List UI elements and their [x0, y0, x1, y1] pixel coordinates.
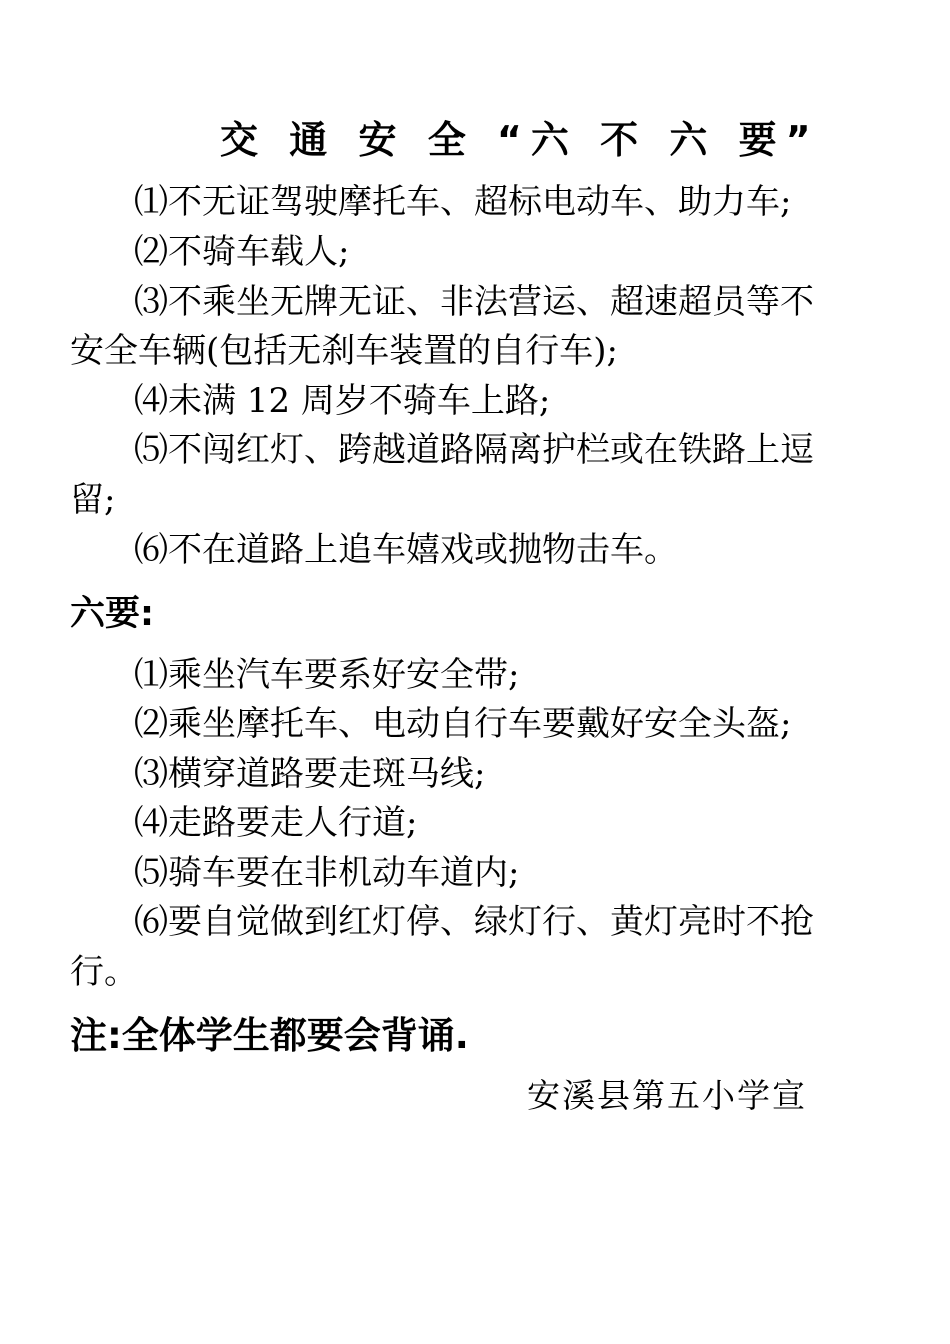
six-no-item-2: ⑵不骑车载人;	[134, 232, 350, 272]
six-must-item-6-continued: 行。	[70, 952, 138, 992]
six-must-item-5: ⑸骑车要在非机动车道内;	[134, 853, 520, 893]
six-must-item-3: ⑶横穿道路要走斑马线;	[134, 754, 486, 794]
six-must-item-6: ⑹要自觉做到红灯停、绿灯行、黄灯亮时不抢	[134, 902, 814, 942]
document-title: 交 通 安 全 “六 不 六 要”	[220, 118, 820, 162]
six-no-item-6: ⑹不在道路上追车嬉戏或抛物击车。	[134, 530, 678, 570]
memorize-note: 注:全体学生都要会背诵.	[70, 1014, 469, 1057]
six-must-item-2: ⑵乘坐摩托车、电动自行车要戴好安全头盔;	[134, 704, 792, 744]
six-no-item-1: ⑴不无证驾驶摩托车、超标电动车、助力车;	[134, 182, 792, 222]
six-no-item-3-continued: 安全车辆(包括无刹车装置的自行车);	[70, 331, 618, 371]
six-must-item-1: ⑴乘坐汽车要系好安全带;	[134, 655, 520, 695]
six-no-item-3: ⑶不乘坐无牌无证、非法营运、超速超员等不	[134, 282, 814, 322]
six-no-item-5-continued: 留;	[70, 480, 116, 520]
six-no-item-4: ⑷未满 12 周岁不骑车上路;	[134, 381, 551, 421]
six-must-heading: 六要:	[70, 594, 154, 634]
school-signature: 安溪县第五小学宣	[527, 1076, 807, 1115]
six-no-item-5: ⑸不闯红灯、跨越道路隔离护栏或在铁路上逗	[134, 430, 814, 470]
six-must-item-4: ⑷走路要走人行道;	[134, 803, 418, 843]
